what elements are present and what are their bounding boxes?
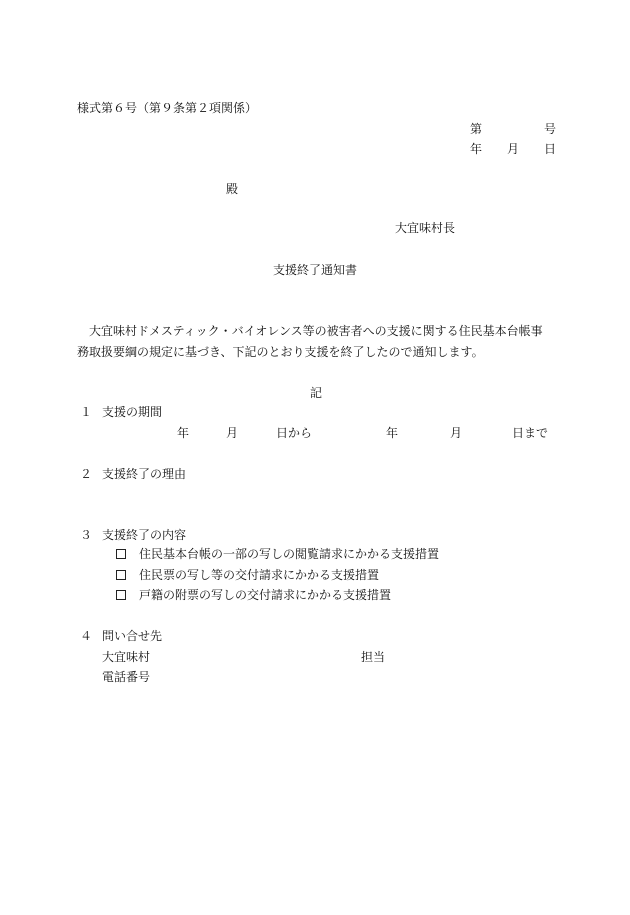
section-2-heading: 支援終了の理由 [102,467,187,481]
sender: 大宜味村長 [395,221,456,235]
section-4-number: ４ [80,629,93,643]
section-1-number: １ [80,405,93,419]
section-3-number: ３ [80,528,93,542]
form-id: 様式第６号（第９条第２項関係） [77,101,258,115]
period-from-month: 月 [226,426,239,440]
checkbox-item-2[interactable] [116,570,126,580]
section-3-heading: 支援終了の内容 [102,528,187,542]
date-label-day: 日 [544,142,557,156]
contact-office: 大宜味村 [102,650,151,664]
checkbox-item-1[interactable] [116,549,126,559]
document-title: 支援終了通知書 [273,263,358,277]
period-to-day: 日まで [512,426,549,440]
ki-label: 記 [310,386,323,400]
body-line-2: 務取扱要綱の規定に基づき、下記のとおり支援を終了したので通知します。 [77,345,484,359]
section-1-heading: 支援の期間 [102,405,163,419]
content-item-1: 住民基本台帳の一部の写しの閲覧請求にかかる支援措置 [139,547,440,561]
contact-phone-label: 電話番号 [102,670,151,684]
date-label-month: 月 [507,142,520,156]
body-line-1: 大宜味村ドメスティック・バイオレンス等の被害者への支援に関する住民基本台帳事 [89,324,543,338]
content-item-3: 戸籍の附票の写しの交付請求にかかる支援措置 [139,588,392,602]
period-from-year: 年 [177,426,190,440]
period-from-day: 日から [276,426,313,440]
checkbox-item-3[interactable] [116,590,126,600]
content-item-2: 住民票の写し等の交付請求にかかる支援措置 [139,568,380,582]
section-4-heading: 問い合せ先 [102,629,163,643]
contact-staff-label: 担当 [361,650,386,664]
period-to-year: 年 [386,426,399,440]
period-to-month: 月 [450,426,463,440]
addressee-suffix: 殿 [226,182,239,196]
number-label-go: 号 [544,122,557,136]
date-label-year: 年 [470,142,483,156]
number-label-dai: 第 [470,122,483,136]
section-2-number: ２ [80,467,93,481]
